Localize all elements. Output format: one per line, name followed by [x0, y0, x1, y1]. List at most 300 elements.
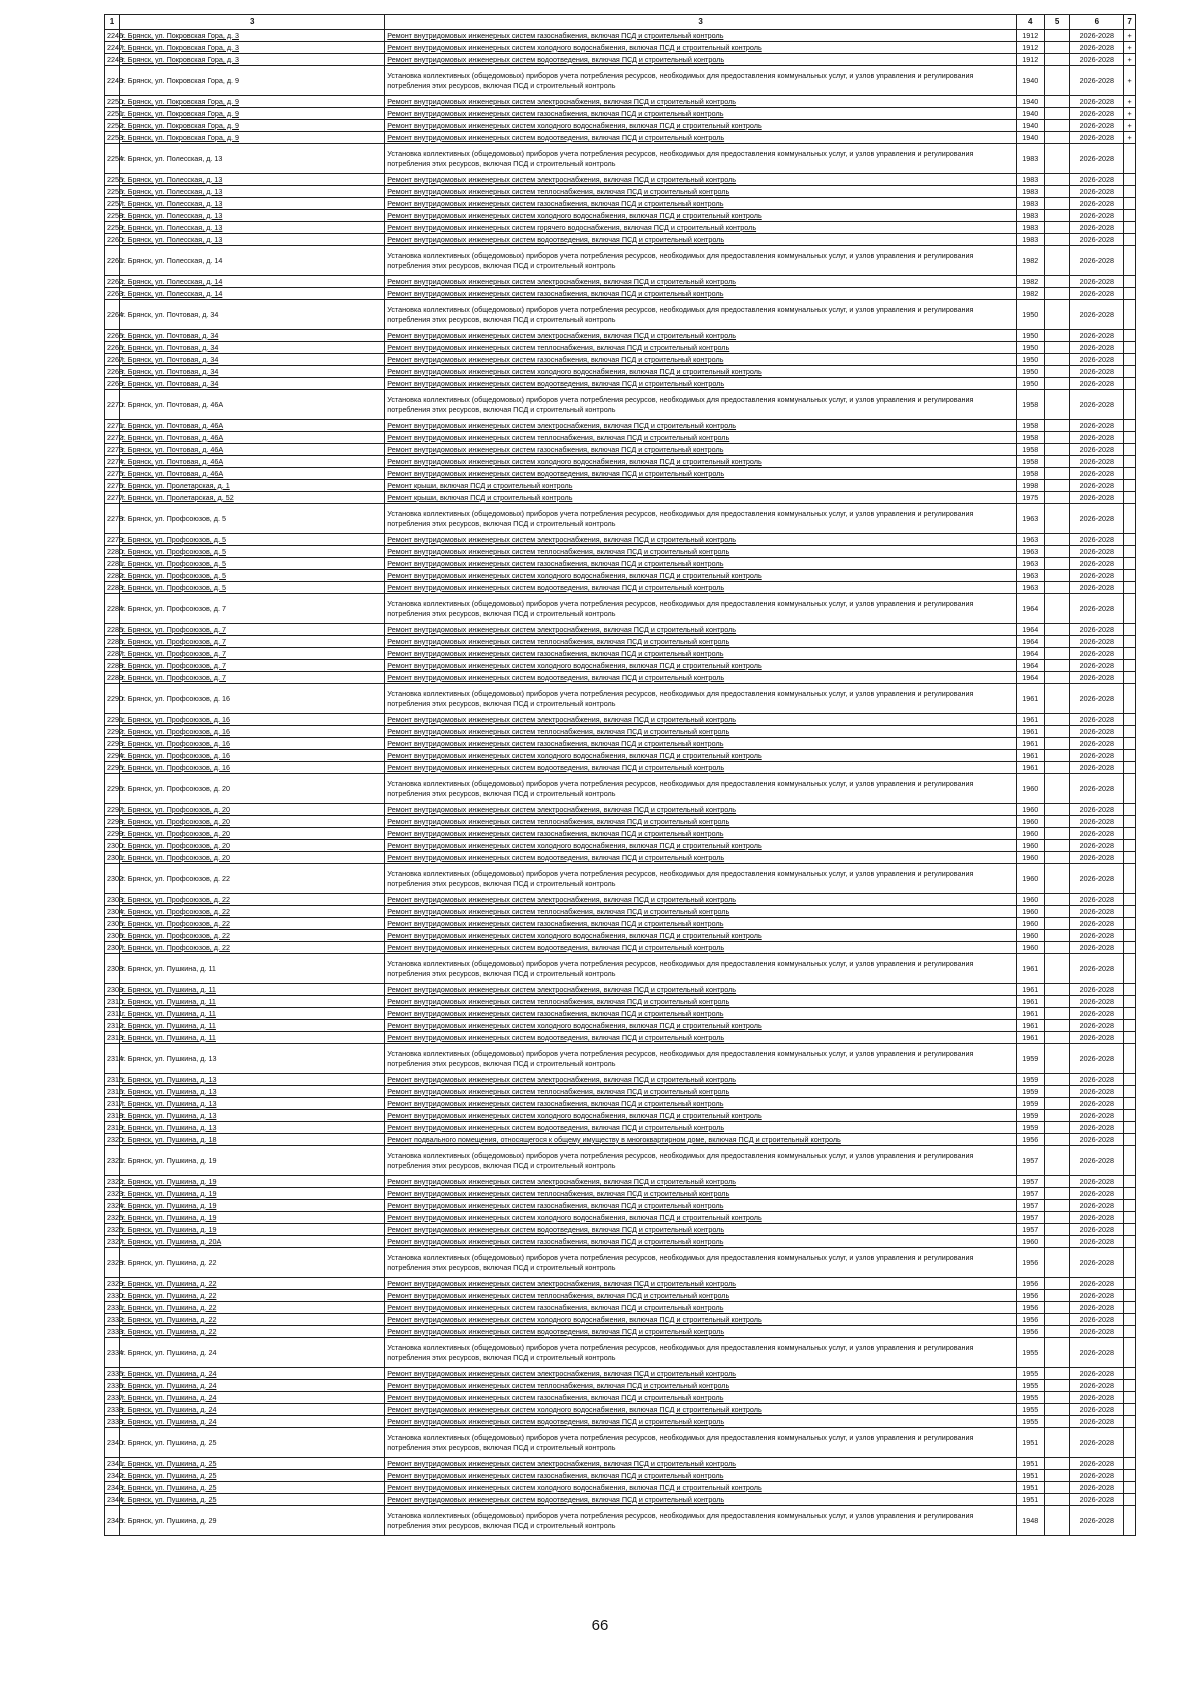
row-period: 2026-2028	[1070, 342, 1124, 354]
row-year: 1950	[1016, 300, 1044, 330]
table-row	[105, 300, 1136, 330]
row-number: 2334	[105, 1338, 120, 1368]
row-work-type: Ремонт внутридомовых инженерных систем электроснабжения, включая ПСД и строительный контроль	[385, 534, 1016, 546]
row-work-type: Ремонт внутридомовых инженерных систем горячего водоснабжения, включая ПСД и строительный контроль	[385, 222, 1016, 234]
row-flag	[1124, 750, 1136, 762]
row-address: г. Брянск, ул. Полесская, д. 13	[120, 222, 385, 234]
row-flag	[1124, 1404, 1136, 1416]
row-address: г. Брянск, ул. Почтовая, д. 46А	[120, 456, 385, 468]
table-row	[105, 582, 1136, 594]
row-number: 2311	[105, 1008, 120, 1020]
row-address: г. Брянск, ул. Пушкина, д. 22	[120, 1290, 385, 1302]
row-address: г. Брянск, ул. Почтовая, д. 46А	[120, 444, 385, 456]
table-row	[105, 672, 1136, 684]
row-period: 2026-2028	[1070, 30, 1124, 42]
row-number: 2308	[105, 954, 120, 984]
row-period: 2026-2028	[1070, 234, 1124, 246]
row-period: 2026-2028	[1070, 108, 1124, 120]
row-period: 2026-2028	[1070, 1200, 1124, 1212]
row-year: 1959	[1016, 1074, 1044, 1086]
row-col5	[1044, 330, 1070, 342]
register-body	[105, 30, 1136, 1536]
row-period: 2026-2028	[1070, 1494, 1124, 1506]
row-address: г. Брянск, ул. Пушкина, д. 19	[120, 1224, 385, 1236]
row-year: 1957	[1016, 1188, 1044, 1200]
row-year: 1955	[1016, 1416, 1044, 1428]
table-row	[105, 1470, 1136, 1482]
row-flag	[1124, 480, 1136, 492]
row-number: 2296	[105, 774, 120, 804]
row-flag	[1124, 1044, 1136, 1074]
row-period: 2026-2028	[1070, 198, 1124, 210]
row-address: г. Брянск, ул. Пушкина, д. 24	[120, 1380, 385, 1392]
row-flag	[1124, 684, 1136, 714]
row-address: г. Брянск, ул. Профсоюзов, д. 22	[120, 918, 385, 930]
row-year: 1958	[1016, 432, 1044, 444]
row-period: 2026-2028	[1070, 954, 1124, 984]
row-col5	[1044, 1248, 1070, 1278]
row-number: 2303	[105, 894, 120, 906]
table-row	[105, 1392, 1136, 1404]
row-work-type: Ремонт внутридомовых инженерных систем теплоснабжения, включая ПСД и строительный контроль	[385, 636, 1016, 648]
row-flag	[1124, 1380, 1136, 1392]
row-address: г. Брянск, ул. Пушкина, д. 25	[120, 1428, 385, 1458]
row-col5	[1044, 1314, 1070, 1326]
row-period: 2026-2028	[1070, 660, 1124, 672]
table-row	[105, 1380, 1136, 1392]
row-number: 2293	[105, 738, 120, 750]
row-col5	[1044, 276, 1070, 288]
row-work-type: Ремонт внутридомовых инженерных систем теплоснабжения, включая ПСД и строительный контроль	[385, 546, 1016, 558]
row-address: г. Брянск, ул. Пушкина, д. 24	[120, 1404, 385, 1416]
row-address: г. Брянск, ул. Почтовая, д. 46А	[120, 468, 385, 480]
row-work-type: Установка коллективных (общедомовых) приборов учета потребления ресурсов, необходимых для предоставления коммунальных услуг, и узлов управления и регулирования потребления этих ресурсов, включая ПСД и строительный контроль	[385, 144, 1016, 174]
row-year: 1961	[1016, 1032, 1044, 1044]
row-col5	[1044, 1302, 1070, 1314]
table-row	[105, 1494, 1136, 1506]
row-col5	[1044, 1392, 1070, 1404]
row-col5	[1044, 1098, 1070, 1110]
row-flag	[1124, 816, 1136, 828]
row-flag	[1124, 906, 1136, 918]
row-work-type: Установка коллективных (общедомовых) приборов учета потребления ресурсов, необходимых для предоставления коммунальных услуг, и узлов управления и регулирования потребления этих ресурсов, включая ПСД и строительный контроль	[385, 774, 1016, 804]
row-address: г. Брянск, ул. Профсоюзов, д. 16	[120, 738, 385, 750]
row-period: 2026-2028	[1070, 816, 1124, 828]
row-period: 2026-2028	[1070, 1086, 1124, 1098]
row-col5	[1044, 1236, 1070, 1248]
row-col5	[1044, 672, 1070, 684]
row-address: г. Брянск, ул. Профсоюзов, д. 16	[120, 684, 385, 714]
row-period: 2026-2028	[1070, 918, 1124, 930]
table-row	[105, 1122, 1136, 1134]
row-col5	[1044, 714, 1070, 726]
row-number: 2253	[105, 132, 120, 144]
row-number: 2265	[105, 330, 120, 342]
row-work-type: Установка коллективных (общедомовых) приборов учета потребления ресурсов, необходимых для предоставления коммунальных услуг, и узлов управления и регулирования потребления этих ресурсов, включая ПСД и строительный контроль	[385, 246, 1016, 276]
row-address: г. Брянск, ул. Полесская, д. 13	[120, 186, 385, 198]
row-work-type: Установка коллективных (общедомовых) приборов учета потребления ресурсов, необходимых для предоставления коммунальных услуг, и узлов управления и регулирования потребления этих ресурсов, включая ПСД и строительный контроль	[385, 1044, 1016, 1074]
row-year: 1964	[1016, 624, 1044, 636]
row-work-type: Ремонт внутридомовых инженерных систем водоотведения, включая ПСД и строительный контроль	[385, 852, 1016, 864]
row-flag	[1124, 468, 1136, 480]
row-flag: +	[1124, 132, 1136, 144]
row-year: 1940	[1016, 66, 1044, 96]
row-address: г. Брянск, ул. Профсоюзов, д. 22	[120, 906, 385, 918]
row-col5	[1044, 342, 1070, 354]
row-number: 2247	[105, 42, 120, 54]
row-flag	[1124, 1122, 1136, 1134]
row-work-type: Ремонт внутридомовых инженерных систем водоотведения, включая ПСД и строительный контроль	[385, 1494, 1016, 1506]
row-number: 2263	[105, 288, 120, 300]
row-year: 1959	[1016, 1122, 1044, 1134]
row-number: 2249	[105, 66, 120, 96]
row-col5	[1044, 378, 1070, 390]
row-period: 2026-2028	[1070, 222, 1124, 234]
row-year: 1955	[1016, 1404, 1044, 1416]
row-year: 1983	[1016, 222, 1044, 234]
row-flag	[1124, 648, 1136, 660]
row-number: 2268	[105, 366, 120, 378]
row-year: 1963	[1016, 546, 1044, 558]
row-year: 1960	[1016, 894, 1044, 906]
row-col5	[1044, 930, 1070, 942]
row-address: г. Брянск, ул. Пушкина, д. 13	[120, 1086, 385, 1098]
row-number: 2277	[105, 492, 120, 504]
table-row	[105, 594, 1136, 624]
header-row	[105, 15, 1136, 30]
row-work-type: Установка коллективных (общедомовых) приборов учета потребления ресурсов, необходимых для предоставления коммунальных услуг, и узлов управления и регулирования потребления этих ресурсов, включая ПСД и строительный контроль	[385, 1506, 1016, 1536]
row-col5	[1044, 1470, 1070, 1482]
row-year: 1950	[1016, 354, 1044, 366]
row-number: 2344	[105, 1494, 120, 1506]
row-period: 2026-2028	[1070, 636, 1124, 648]
row-year: 1960	[1016, 828, 1044, 840]
row-address: г. Брянск, ул. Пушкина, д. 25	[120, 1470, 385, 1482]
row-flag	[1124, 624, 1136, 636]
row-year: 1960	[1016, 1236, 1044, 1248]
row-address: г. Брянск, ул. Профсоюзов, д. 20	[120, 774, 385, 804]
table-row	[105, 468, 1136, 480]
row-address: г. Брянск, ул. Пушкина, д. 22	[120, 1326, 385, 1338]
row-flag	[1124, 222, 1136, 234]
row-flag	[1124, 1278, 1136, 1290]
row-col5	[1044, 1494, 1070, 1506]
row-flag	[1124, 1290, 1136, 1302]
row-flag	[1124, 1086, 1136, 1098]
row-year: 1957	[1016, 1146, 1044, 1176]
row-period: 2026-2028	[1070, 420, 1124, 432]
row-period: 2026-2028	[1070, 444, 1124, 456]
row-period: 2026-2028	[1070, 942, 1124, 954]
row-address: г. Брянск, ул. Пушкина, д. 24	[120, 1368, 385, 1380]
row-period: 2026-2028	[1070, 1404, 1124, 1416]
row-work-type: Ремонт внутридомовых инженерных систем водоотведения, включая ПСД и строительный контроль	[385, 942, 1016, 954]
table-row	[105, 546, 1136, 558]
row-period: 2026-2028	[1070, 1470, 1124, 1482]
row-year: 1983	[1016, 234, 1044, 246]
row-col5	[1044, 804, 1070, 816]
row-col5	[1044, 288, 1070, 300]
row-year: 1961	[1016, 996, 1044, 1008]
row-year: 1960	[1016, 930, 1044, 942]
row-work-type: Ремонт внутридомовых инженерных систем электроснабжения, включая ПСД и строительный контроль	[385, 1368, 1016, 1380]
row-flag	[1124, 1236, 1136, 1248]
row-work-type: Ремонт внутридомовых инженерных систем газоснабжения, включая ПСД и строительный контроль	[385, 1470, 1016, 1482]
row-address: г. Брянск, ул. Профсоюзов, д. 7	[120, 672, 385, 684]
row-number: 2321	[105, 1146, 120, 1176]
row-flag	[1124, 570, 1136, 582]
row-flag	[1124, 804, 1136, 816]
table-row	[105, 1482, 1136, 1494]
row-work-type: Ремонт внутридомовых инженерных систем газоснабжения, включая ПСД и строительный контроль	[385, 1098, 1016, 1110]
row-col5	[1044, 1074, 1070, 1086]
row-work-type: Ремонт внутридомовых инженерных систем газоснабжения, включая ПСД и строительный контроль	[385, 1008, 1016, 1020]
row-flag	[1124, 1146, 1136, 1176]
row-col5	[1044, 1200, 1070, 1212]
row-work-type: Установка коллективных (общедомовых) приборов учета потребления ресурсов, необходимых для предоставления коммунальных услуг, и узлов управления и регулирования потребления этих ресурсов, включая ПСД и строительный контроль	[385, 1428, 1016, 1458]
row-period: 2026-2028	[1070, 996, 1124, 1008]
row-work-type: Ремонт внутридомовых инженерных систем электроснабжения, включая ПСД и строительный контроль	[385, 624, 1016, 636]
header-col-4: 4	[1016, 15, 1044, 30]
row-number: 2295	[105, 762, 120, 774]
row-address: г. Брянск, ул. Покровская Гора, д. 9	[120, 108, 385, 120]
row-work-type: Ремонт внутридомовых инженерных систем электроснабжения, включая ПСД и строительный контроль	[385, 1176, 1016, 1188]
row-address: г. Брянск, ул. Пушкина, д. 25	[120, 1494, 385, 1506]
row-period: 2026-2028	[1070, 558, 1124, 570]
table-row	[105, 684, 1136, 714]
table-row	[105, 840, 1136, 852]
row-address: г. Брянск, ул. Пушкина, д. 22	[120, 1278, 385, 1290]
row-address: г. Брянск, ул. Почтовая, д. 34	[120, 366, 385, 378]
row-flag	[1124, 828, 1136, 840]
row-number: 2302	[105, 864, 120, 894]
row-work-type: Ремонт внутридомовых инженерных систем водоотведения, включая ПСД и строительный контроль	[385, 672, 1016, 684]
row-col5	[1044, 840, 1070, 852]
row-flag	[1124, 366, 1136, 378]
row-number: 2278	[105, 504, 120, 534]
row-col5	[1044, 144, 1070, 174]
row-flag	[1124, 330, 1136, 342]
row-flag: +	[1124, 54, 1136, 66]
row-year: 1964	[1016, 636, 1044, 648]
row-col5	[1044, 1380, 1070, 1392]
row-work-type: Установка коллективных (общедомовых) приборов учета потребления ресурсов, необходимых для предоставления коммунальных услуг, и узлов управления и регулирования потребления этих ресурсов, включая ПСД и строительный контроль	[385, 1248, 1016, 1278]
row-year: 1955	[1016, 1368, 1044, 1380]
row-period: 2026-2028	[1070, 276, 1124, 288]
row-flag	[1124, 1032, 1136, 1044]
row-work-type: Ремонт внутридомовых инженерных систем газоснабжения, включая ПСД и строительный контроль	[385, 30, 1016, 42]
table-row	[105, 366, 1136, 378]
table-row	[105, 1506, 1136, 1536]
table-row	[105, 906, 1136, 918]
row-number: 2256	[105, 186, 120, 198]
row-number: 2336	[105, 1380, 120, 1392]
row-work-type: Ремонт внутридомовых инженерных систем холодного водоснабжения, включая ПСД и строительный контроль	[385, 366, 1016, 378]
row-col5	[1044, 1020, 1070, 1032]
row-year: 1957	[1016, 1176, 1044, 1188]
row-work-type: Установка коллективных (общедомовых) приборов учета потребления ресурсов, необходимых для предоставления коммунальных услуг, и узлов управления и регулирования потребления этих ресурсов, включая ПСД и строительный контроль	[385, 1146, 1016, 1176]
row-number: 2275	[105, 468, 120, 480]
row-address: г. Брянск, ул. Профсоюзов, д. 7	[120, 660, 385, 672]
row-year: 1961	[1016, 750, 1044, 762]
table-row	[105, 1134, 1136, 1146]
table-row	[105, 1404, 1136, 1416]
row-flag	[1124, 1212, 1136, 1224]
row-address: г. Брянск, ул. Пушкина, д. 19	[120, 1146, 385, 1176]
row-period: 2026-2028	[1070, 750, 1124, 762]
row-flag	[1124, 1074, 1136, 1086]
row-flag	[1124, 672, 1136, 684]
row-col5	[1044, 456, 1070, 468]
row-period: 2026-2028	[1070, 930, 1124, 942]
row-period: 2026-2028	[1070, 894, 1124, 906]
repair-register-table	[104, 14, 1136, 1536]
row-address: г. Брянск, ул. Почтовая, д. 46А	[120, 420, 385, 432]
row-year: 1964	[1016, 672, 1044, 684]
row-number: 2305	[105, 918, 120, 930]
row-col5	[1044, 894, 1070, 906]
row-period: 2026-2028	[1070, 1122, 1124, 1134]
row-year: 1958	[1016, 456, 1044, 468]
row-number: 2319	[105, 1122, 120, 1134]
row-col5	[1044, 480, 1070, 492]
table-row	[105, 198, 1136, 210]
row-work-type: Ремонт внутридомовых инженерных систем водоотведения, включая ПСД и строительный контроль	[385, 1032, 1016, 1044]
table-row	[105, 1176, 1136, 1188]
table-row	[105, 1248, 1136, 1278]
row-col5	[1044, 738, 1070, 750]
row-address: г. Брянск, ул. Профсоюзов, д. 16	[120, 714, 385, 726]
row-address: г. Брянск, ул. Пролетарская, д. 52	[120, 492, 385, 504]
row-number: 2323	[105, 1188, 120, 1200]
table-row	[105, 648, 1136, 660]
row-number: 2285	[105, 624, 120, 636]
row-year: 1957	[1016, 1200, 1044, 1212]
row-flag	[1124, 246, 1136, 276]
table-row	[105, 66, 1136, 96]
table-row	[105, 276, 1136, 288]
row-flag	[1124, 354, 1136, 366]
row-address: г. Брянск, ул. Профсоюзов, д. 20	[120, 816, 385, 828]
row-number: 2279	[105, 534, 120, 546]
row-year: 1956	[1016, 1134, 1044, 1146]
table-row	[105, 774, 1136, 804]
row-address: г. Брянск, ул. Полесская, д. 13	[120, 234, 385, 246]
table-row	[105, 1416, 1136, 1428]
row-work-type: Ремонт внутридомовых инженерных систем холодного водоснабжения, включая ПСД и строительный контроль	[385, 570, 1016, 582]
row-flag	[1124, 1302, 1136, 1314]
row-address: г. Брянск, ул. Пушкина, д. 19	[120, 1212, 385, 1224]
row-col5	[1044, 222, 1070, 234]
row-col5	[1044, 1086, 1070, 1098]
row-year: 1956	[1016, 1290, 1044, 1302]
row-number: 2331	[105, 1302, 120, 1314]
row-work-type: Ремонт внутридомовых инженерных систем электроснабжения, включая ПСД и строительный контроль	[385, 1278, 1016, 1290]
row-period: 2026-2028	[1070, 174, 1124, 186]
row-work-type: Ремонт внутридомовых инженерных систем газоснабжения, включая ПСД и строительный контроль	[385, 198, 1016, 210]
row-period: 2026-2028	[1070, 300, 1124, 330]
row-work-type: Ремонт внутридомовых инженерных систем электроснабжения, включая ПСД и строительный контроль	[385, 174, 1016, 186]
row-address: г. Брянск, ул. Пушкина, д. 24	[120, 1392, 385, 1404]
row-number: 2281	[105, 558, 120, 570]
row-col5	[1044, 42, 1070, 54]
row-year: 1983	[1016, 210, 1044, 222]
row-work-type: Установка коллективных (общедомовых) приборов учета потребления ресурсов, необходимых для предоставления коммунальных услуг, и узлов управления и регулирования потребления этих ресурсов, включая ПСД и строительный контроль	[385, 300, 1016, 330]
row-year: 1960	[1016, 906, 1044, 918]
row-work-type: Ремонт внутридомовых инженерных систем электроснабжения, включая ПСД и строительный контроль	[385, 1458, 1016, 1470]
row-year: 1940	[1016, 96, 1044, 108]
row-address: г. Брянск, ул. Полесская, д. 14	[120, 276, 385, 288]
row-year: 1961	[1016, 1020, 1044, 1032]
row-period: 2026-2028	[1070, 594, 1124, 624]
row-period: 2026-2028	[1070, 1290, 1124, 1302]
row-address: г. Брянск, ул. Профсоюзов, д. 16	[120, 762, 385, 774]
row-col5	[1044, 684, 1070, 714]
row-flag	[1124, 942, 1136, 954]
row-year: 1951	[1016, 1470, 1044, 1482]
row-period: 2026-2028	[1070, 546, 1124, 558]
table-row	[105, 480, 1136, 492]
row-number: 2297	[105, 804, 120, 816]
row-number: 2333	[105, 1326, 120, 1338]
row-number: 2306	[105, 930, 120, 942]
row-col5	[1044, 420, 1070, 432]
row-flag: +	[1124, 42, 1136, 54]
row-address: г. Брянск, ул. Покровская Гора, д. 9	[120, 132, 385, 144]
row-work-type: Ремонт внутридомовых инженерных систем холодного водоснабжения, включая ПСД и строительный контроль	[385, 1404, 1016, 1416]
row-number: 2287	[105, 648, 120, 660]
row-address: г. Брянск, ул. Пушкина, д. 13	[120, 1122, 385, 1134]
row-flag	[1124, 144, 1136, 174]
row-work-type: Ремонт внутридомовых инженерных систем газоснабжения, включая ПСД и строительный контроль	[385, 648, 1016, 660]
row-address: г. Брянск, ул. Пушкина, д. 13	[120, 1044, 385, 1074]
table-row	[105, 1044, 1136, 1074]
row-work-type: Установка коллективных (общедомовых) приборов учета потребления ресурсов, необходимых для предоставления коммунальных услуг, и узлов управления и регулирования потребления этих ресурсов, включая ПСД и строительный контроль	[385, 684, 1016, 714]
table-row	[105, 108, 1136, 120]
row-period: 2026-2028	[1070, 54, 1124, 66]
row-work-type: Ремонт внутридомовых инженерных систем холодного водоснабжения, включая ПСД и строительный контроль	[385, 1314, 1016, 1326]
row-year: 1982	[1016, 246, 1044, 276]
row-period: 2026-2028	[1070, 840, 1124, 852]
row-number: 2330	[105, 1290, 120, 1302]
row-flag	[1124, 594, 1136, 624]
row-work-type: Ремонт подвального помещения, относящегося к общему имуществу в многоквартирном доме, включая ПСД и строительный контроль	[385, 1134, 1016, 1146]
row-number: 2274	[105, 456, 120, 468]
row-work-type: Ремонт внутридомовых инженерных систем электроснабжения, включая ПСД и строительный контроль	[385, 96, 1016, 108]
table-row	[105, 246, 1136, 276]
row-address: г. Брянск, ул. Полесская, д. 14	[120, 288, 385, 300]
row-period: 2026-2028	[1070, 1224, 1124, 1236]
row-year: 1964	[1016, 648, 1044, 660]
row-year: 1983	[1016, 144, 1044, 174]
row-period: 2026-2028	[1070, 1146, 1124, 1176]
row-flag	[1124, 1314, 1136, 1326]
row-year: 1940	[1016, 108, 1044, 120]
table-row	[105, 738, 1136, 750]
row-work-type: Ремонт внутридомовых инженерных систем холодного водоснабжения, включая ПСД и строительный контроль	[385, 750, 1016, 762]
row-period: 2026-2028	[1070, 210, 1124, 222]
row-period: 2026-2028	[1070, 828, 1124, 840]
row-flag	[1124, 288, 1136, 300]
row-number: 2310	[105, 996, 120, 1008]
row-flag	[1124, 918, 1136, 930]
page-number: 66	[591, 1617, 609, 1634]
row-work-type: Ремонт крыши, включая ПСД и строительный контроль	[385, 480, 1016, 492]
row-flag	[1124, 390, 1136, 420]
row-col5	[1044, 816, 1070, 828]
row-work-type: Ремонт внутридомовых инженерных систем холодного водоснабжения, включая ПСД и строительный контроль	[385, 1482, 1016, 1494]
row-year: 1982	[1016, 288, 1044, 300]
